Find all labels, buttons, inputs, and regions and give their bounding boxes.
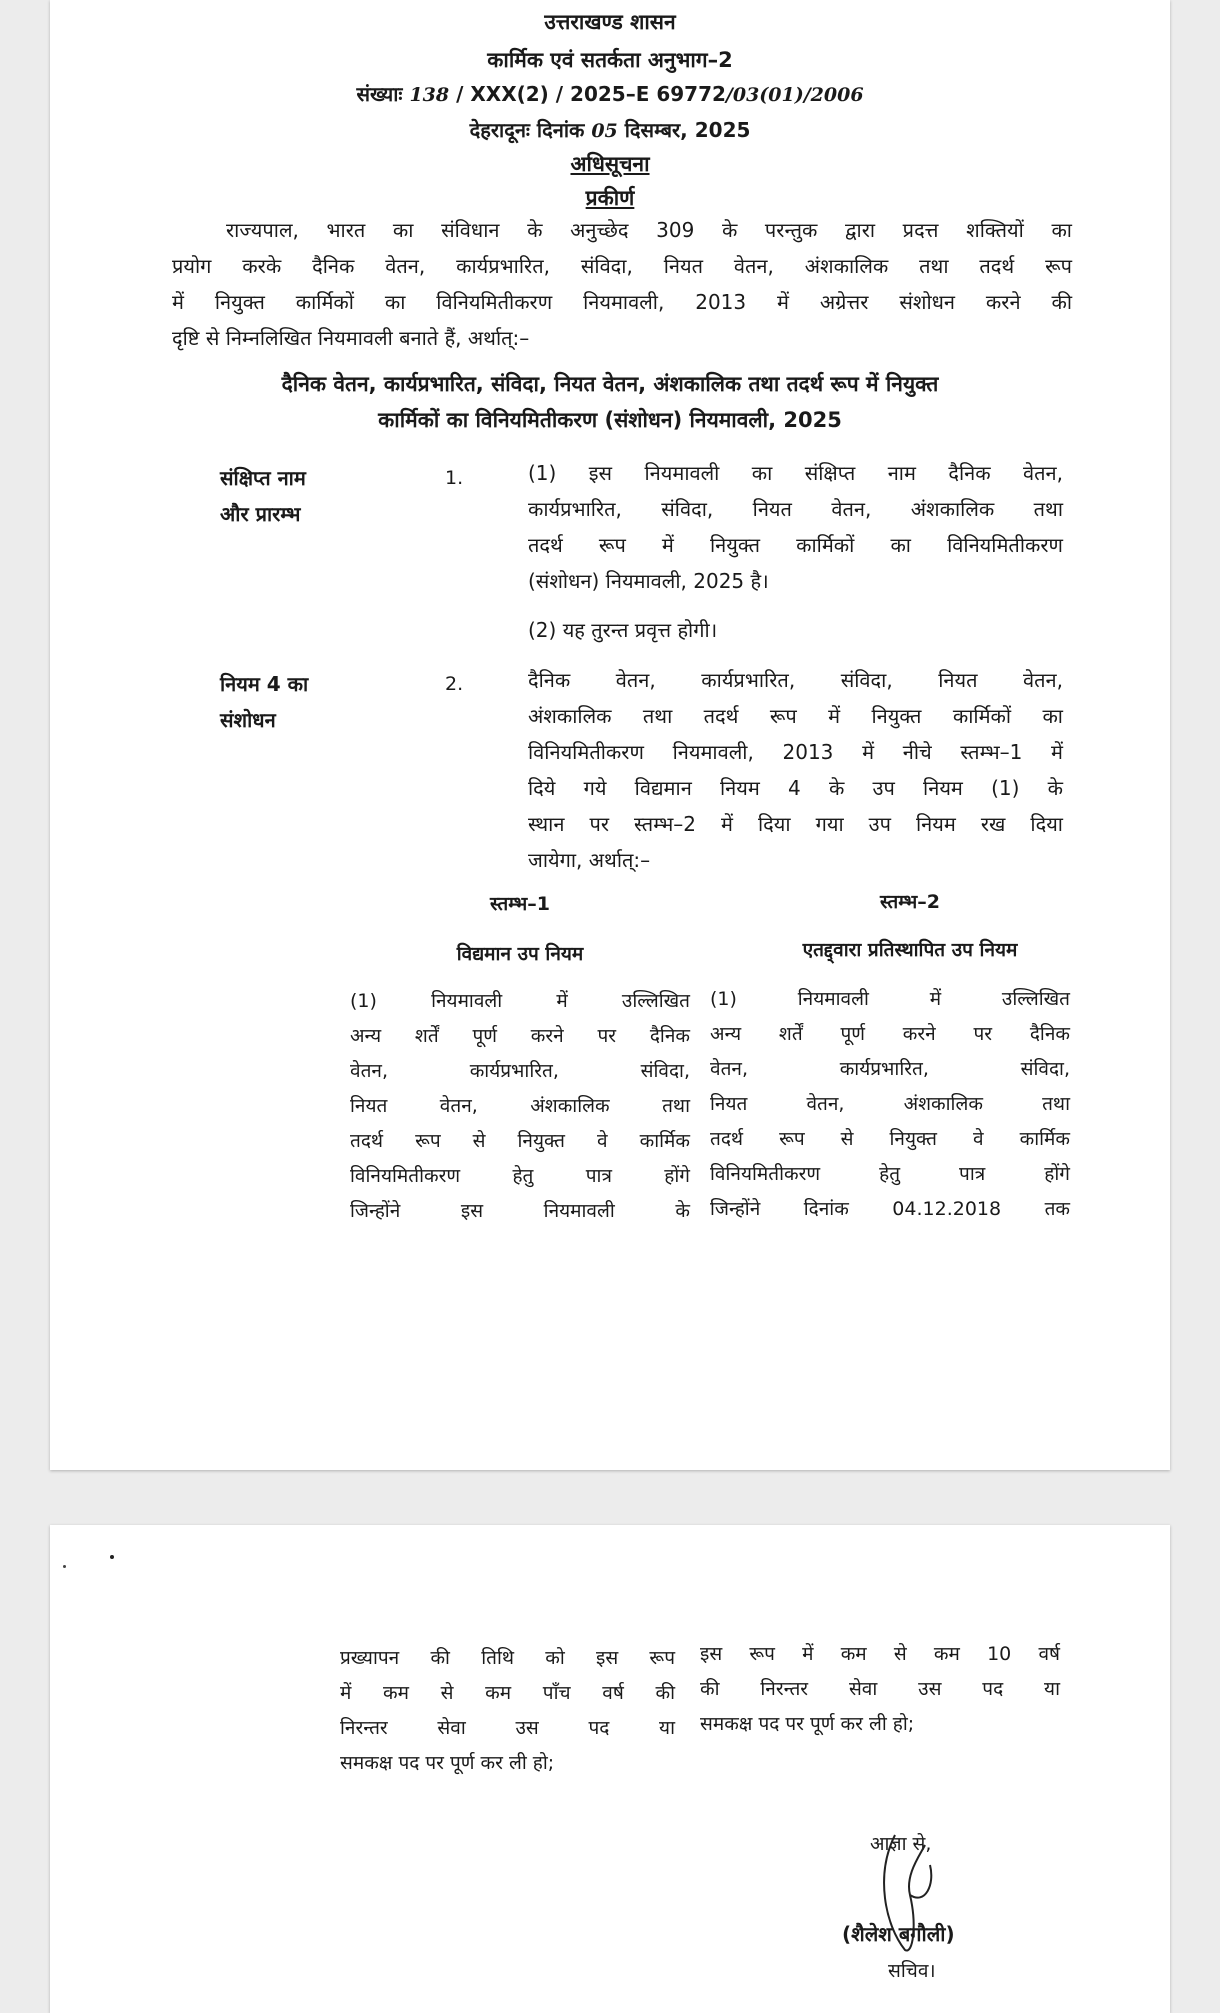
- section-2-line-3: विनियमितीकरण नियमावली, 2013 में नीचे स्तम्भ–1 में: [528, 740, 1063, 764]
- number-ref: / XXX(2) / 2025–E 69772: [456, 82, 726, 106]
- month-year: दिसम्बर, 2025: [624, 118, 751, 142]
- date-handwritten: 05: [591, 120, 618, 142]
- notification-title: अधिसूचना: [570, 152, 650, 176]
- section-1-sub-2: (2) यह तुरन्त प्रवृत्त होगी।: [528, 618, 718, 642]
- place-date-label: देहरादूनः दिनांक: [469, 118, 585, 142]
- column-1-text: (1) नियमावली में उल्लिखित अन्य शर्तें पूर्ण करने पर दैनिक वेतन, कार्यप्रभारित, संविदा, नियत वेतन, अंशकालिक तथा तदर्थ रूप से नियुक्त वे कार्मिक विनियमितीकरण हेतु पात्र होंगे जिन्होंने इस नियमावली के: [350, 990, 690, 1222]
- section-1-line-3: तदर्थ रूप में नियुक्त कार्मिकों का विनियमितीकरण: [528, 533, 1063, 557]
- section-1-number: 1.: [445, 467, 464, 489]
- by-order: आज्ञा से,: [870, 1833, 932, 1855]
- column-2-text: (1) नियमावली में उल्लिखित अन्य शर्तें पूर्ण करने पर दैनिक वेतन, कार्यप्रभारित, संविदा, नियत वेतन, अंशकालिक तथा तदर्थ रूप से नियुक्त वे कार्मिक विनियमितीकरण हेतु पात्र होंगे जिन्होंने दिनांक 04.12.2018 तक: [710, 988, 1070, 1220]
- section-2-heading: नियम 4 का संशोधन: [220, 672, 309, 732]
- section-2-line-1: दैनिक वेतन, कार्यप्रभारित, संविदा, नियत वेतन,: [528, 668, 1063, 692]
- column-1-subheading: विद्यमान उप नियम: [456, 943, 584, 965]
- section-2-line-5: स्थान पर स्तम्भ–2 में दिया गया उप नियम रख दिया: [528, 812, 1063, 836]
- column-1-heading: स्तम्भ–1: [490, 893, 550, 915]
- page2-column-2-text: इस रूप में कम से कम 10 वर्ष की निरन्तर सेवा उस पद या समकक्ष पद पर पूर्ण कर ली हो;: [700, 1643, 1060, 1735]
- rules-title-line-1: दैनिक वेतन, कार्यप्रभारित, संविदा, नियत वेतन, अंशकालिक तथा तदर्थ रूप में नियुक्त: [281, 372, 939, 396]
- section-1-heading: संक्षिप्त नाम और प्रारम्भ: [220, 466, 306, 526]
- section-1-line-1: (1) इस नियमावली का संक्षिप्त नाम दैनिक वेतन,: [528, 461, 1063, 485]
- column-2-subheading: एतद्द्वारा प्रतिस्थापित उप नियम: [802, 939, 1018, 961]
- preamble-line-1: राज्यपाल, भारत का संविधान के अनुच्छेद 309 के परन्तुक द्वारा प्रदत्त शक्तियों का: [226, 218, 1072, 242]
- section-1-line-4: (संशोधन) नियमावली, 2025 है।: [528, 569, 769, 593]
- section-2-line-6: जायेगा, अर्थात्:–: [528, 848, 651, 872]
- section-2-number: 2.: [445, 673, 464, 695]
- document-page-2: [50, 1525, 1170, 2013]
- preamble-line-2: प्रयोग करके दैनिक वेतन, कार्यप्रभारित, संविदा, नियत वेतन, अंशकालिक तथा तदर्थ रूप: [172, 254, 1072, 278]
- page2-column-1-text: प्रख्यापन की तिथि को इस रूप में कम से कम पाँच वर्ष की निरन्तर सेवा उस पद या समकक्ष पद पर पूर्ण कर ली हो;: [340, 1647, 675, 1774]
- govt-header: उत्तराखण्ड शासन: [544, 10, 676, 34]
- signatory-name: (शैलेश बगौली): [842, 1922, 955, 1946]
- speck: [110, 1555, 114, 1559]
- section-2-line-2: अंशकालिक तथा तदर्थ रूप में नियुक्त कार्मिकों का: [528, 704, 1063, 728]
- column-2-heading: स्तम्भ–2: [880, 891, 940, 913]
- number-ref-handwritten: /03(01)/2006: [725, 84, 864, 106]
- section-2-line-4: दिये गये विद्यमान नियम 4 के उप नियम (1) के: [528, 776, 1063, 800]
- department-header: कार्मिक एवं सतर्कता अनुभाग–2: [487, 48, 733, 72]
- number-label: संख्याः: [356, 82, 403, 106]
- signatory-designation: सचिव।: [888, 1960, 936, 1982]
- number-handwritten: 138: [409, 84, 450, 106]
- section-1-line-2: कार्यप्रभारित, संविदा, नियत वेतन, अंशकालिक तथा: [528, 497, 1063, 521]
- preamble-line-3: में नियुक्त कार्मिकों का विनियमितीकरण नियमावली, 2013 में अग्रेत्तर संशोधन करने की: [172, 290, 1072, 314]
- document-page-1: [50, 0, 1170, 1470]
- place-date: [50, 116, 1170, 143]
- rules-title-line-2: कार्मिकों का विनियमितीकरण (संशोधन) नियमावली, 2025: [378, 408, 842, 432]
- speck: [63, 1565, 66, 1568]
- preamble-line-4: दृष्टि से निम्नलिखित नियमावली बनाते हैं, अर्थात्:–: [172, 326, 530, 350]
- reference-number: [50, 80, 1170, 107]
- misc-title: प्रकीर्ण: [585, 186, 635, 210]
